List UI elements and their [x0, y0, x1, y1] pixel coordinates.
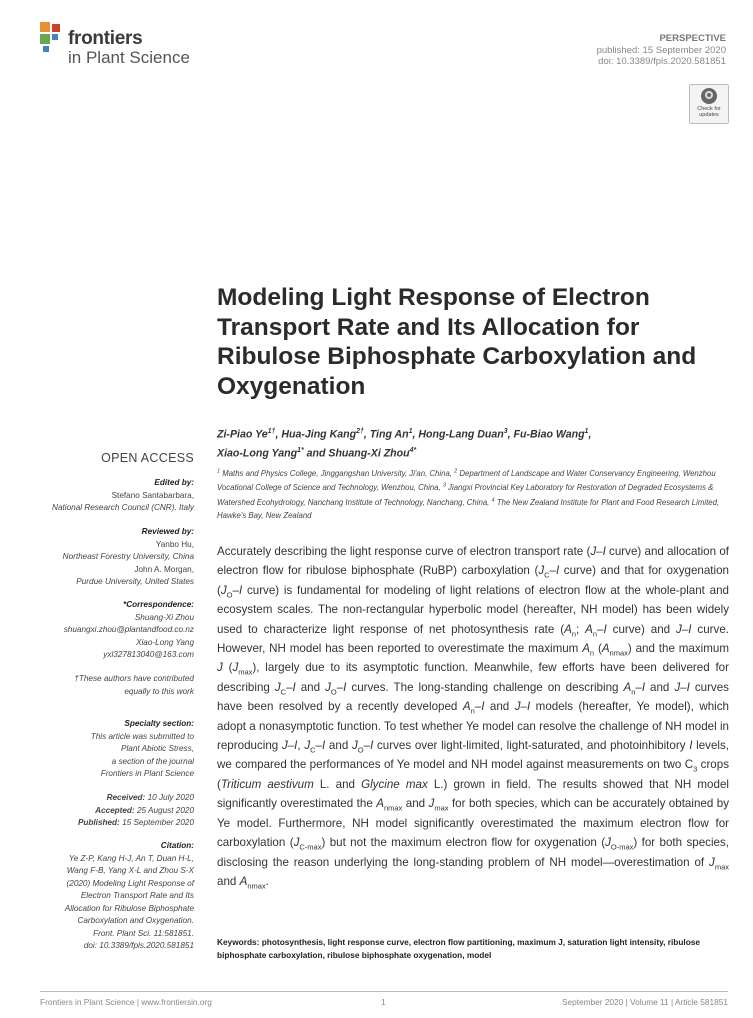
doi-link[interactable]: doi: 10.3389/fpls.2020.581851 — [598, 56, 726, 67]
published-date: published: 15 September 2020 — [596, 44, 726, 56]
specialty-heading: Specialty section: — [124, 719, 194, 728]
authors-line1: Zi-Piao $Ye^{1\dagger}$, Hua-Jing Kang$^{2\dagger}$, Ting An$^1$, Hong-Lang Duan$^3$, Fu-Biao Wang$^1$, — [217, 428, 592, 441]
specialty-line: Frontiers in Plant Science — [100, 769, 194, 778]
corresponding-author: Shuang-Xi Zhou — [134, 612, 194, 622]
reviewed-by-heading: Reviewed by: — [141, 527, 194, 536]
published-date-side: Published: 15 September 2020 — [77, 818, 194, 827]
reviewer-affiliation: Northeast Forestry University, China — [62, 552, 194, 561]
footer-journal-link[interactable]: Frontiers in Plant Science | www.frontiersin.org — [40, 997, 212, 1007]
specialty-line: a section of the journal — [111, 756, 194, 766]
authors-line2: Xiao-Long Yang$^{1*}$ and Shuang-Xi Zhou$^{4*}$ — [217, 446, 417, 460]
citation-line: (2020) Modeling Light Response of — [66, 878, 194, 888]
reviewer-affiliation: Purdue University, United States — [76, 577, 194, 586]
footer-divider — [40, 991, 728, 992]
received-date: Received: 10 July 2020 — [106, 793, 194, 802]
check-updates-label: Check for updates — [697, 106, 721, 118]
frontiers-logo-icon — [40, 22, 64, 52]
article-title: Modeling Light Response of Electron Transport Rate and Its Allocation for Ribulose Biphosphate Carboxylation and Oxygenation — [217, 284, 697, 400]
reviewed-by-section — [20, 526, 194, 589]
affiliation-1: $^1$ Maths and Physics College, Jinggangshan University, Ji'an, China, — [217, 468, 455, 478]
dates-section — [20, 792, 194, 830]
affiliation-3: $^3$ Jiangxi Provincial Key Laboratory for Restoration of Degraded Ecosystems & Watershed Ecohydrology, Nanchang Institute of Technology, Nanchang, China, — [217, 482, 714, 507]
email-link[interactable]: shuangxi.zhou@plantandfood.co.nz — [63, 625, 194, 634]
edited-by-heading: Edited by: — [154, 478, 194, 487]
reviewer-name: Yanbo Hu, — [155, 539, 194, 549]
editor-name: Stefano Santabarbara, — [111, 490, 194, 500]
citation-line: Allocation for Ribulose Biphosphate — [64, 903, 194, 913]
correspondence-heading: *Correspondence: — [123, 600, 194, 609]
footer-issue-info: September 2020 | Volume 11 | Article 581851 — [561, 997, 728, 1007]
check-for-updates-button[interactable] — [689, 84, 729, 124]
note-line: equally to this work — [124, 686, 194, 696]
affiliation-4: $^4$ The New Zealand Institute for Plant and Food Research Limited, Hawke's Bay, New Zealand — [217, 497, 720, 520]
check-updates-icon — [701, 88, 717, 104]
note-line: †These authors have contributed — [74, 674, 194, 683]
edited-by-section — [20, 477, 194, 515]
citation-doi-link[interactable]: doi: 10.3389/fpls.2020.581851 — [83, 941, 194, 950]
specialty-line: This article was submitted to — [90, 731, 194, 741]
citation-line: Front. Plant Sci. 11:581851. — [93, 928, 194, 938]
email-link[interactable]: yxl327813040@163.com — [103, 650, 194, 659]
abstract: Accurately describing the light response curve of electron transport rate (J–I curve) and allocation of electron flow for ribulose biphosphate (RuBP) carboxylation ($J_C-I$ curve) and that for oxygenation ($J_O-I$ curve) is fundamental for modeling of light relations of electron flow at the whole-plant and ecosystem scales. The non-rectangular hyperbolic model (hereafter, NH model) has been widely used to characterize light response of net photosynthesis rate ($A_n$; $A_n-I$ curve) and J–I curve. However, NH model has been reported to overestimate the maximum $A_n$ $(A_{nmax})$ and the maximum J $(J_{max})$, largely due to its asymptotic function. Meanwhile, few efforts have been delivered for describing $J_C-I$ and $J_O-I$ curves. The long-standing challenge on describing $A_n-I$ and J–I curves have been resolved by a recently developed $A_n-I$ and J–I models (hereafter, Ye model), which adopt a nonasymptotic function. To test whether Ye model can resolve the challenge of NH model in reproducing J–I, $J_C-I$ and $J_O-I$ curves over light-limited, light-saturated, and photoinhibitory I levels, we compared the performances of Ye model and NH model against measurements on two $C_3$ crops (Triticum aestivum L. and Glycine max L.) grown in field. The results showed that NH model significantly overestimated the $A_{nmax}$ and $J_{max}$ for both species, which can be accurately obtained by Ye model. Furthermore, NH model significantly overestimated the maximum electron flow for carboxylation $(J_{C-max})$ but not the maximum electron flow for oxygenation $(J_{O-max})$ for both species, disclosing the reason underlying the long-standing problem of NH model—overestimation of $J_{max}$ and $A_{nmax}$. — [217, 545, 729, 891]
affiliation-2: $^2$ Department of Landscape and Water Conservancy Engineering, Wenzhou Vocational College of Science and Technology, Wenzhou, China, — [217, 468, 716, 493]
specialty-line: Plant Abiotic Stress, — [121, 744, 194, 753]
article-header-meta — [597, 33, 726, 68]
citation-section — [20, 840, 194, 953]
corresponding-author: Xiao-Long Yang — [136, 637, 194, 647]
citation-line: Electron Transport Rate and Its — [80, 891, 194, 900]
affiliations — [217, 465, 732, 522]
journal-name-line2: in Plant Science — [68, 48, 190, 67]
correspondence-section — [20, 599, 194, 662]
journal-name-line1: frontiers — [68, 28, 143, 49]
equal-contribution-note — [20, 673, 194, 698]
article-type: PERSPECTIVE — [659, 33, 726, 44]
journal-logo[interactable] — [40, 16, 230, 68]
citation-line: Carboxylation and Oxygenation. — [77, 916, 194, 925]
accepted-date: Accepted: 25 August 2020 — [95, 805, 194, 815]
citation-line: Wang F-B, Yang X-L and Zhou S-X — [66, 866, 194, 875]
citation-line: Ye Z-P, Kang H-J, An T, Duan H-L, — [68, 853, 194, 863]
citation-heading: Citation: — [160, 841, 194, 850]
author-list — [217, 424, 732, 461]
page-number: 1 — [381, 997, 386, 1007]
open-access-label: OPEN ACCESS — [101, 451, 194, 465]
editor-affiliation: National Research Council (CNR), Italy — [52, 503, 194, 512]
reviewer-name: John A. Morgan, — [134, 564, 194, 574]
specialty-section — [20, 718, 194, 781]
keywords: Keywords: photosynthesis, light response curve, electron flow partitioning, maximum J, saturation light intensity, ribulose biphosphate carboxylation, ribulose biphosphate oxygenation, model — [217, 937, 700, 960]
